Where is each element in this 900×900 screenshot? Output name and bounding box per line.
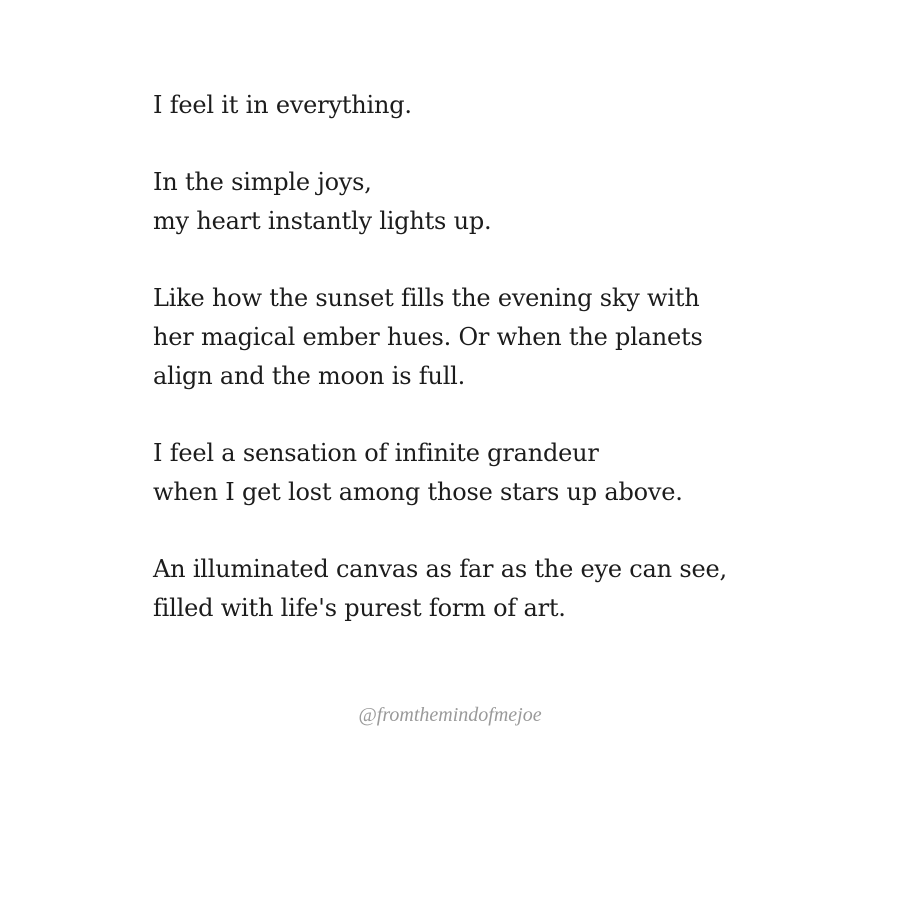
poem-body: [153, 86, 853, 666]
poem-line: I feel it in everything.: [153, 91, 412, 119]
poem-line: filled with life's purest form of art.: [153, 594, 566, 622]
author-handle: @fromthemindofmejoe: [358, 704, 542, 726]
poem-line: my heart instantly lights up.: [153, 207, 492, 235]
poem-line: In the simple joys,: [153, 168, 372, 196]
poem-line: when I get lost among those stars up above.: [153, 478, 683, 506]
stanza-5: [153, 550, 853, 628]
stanza-3: [153, 279, 853, 396]
poem-line: align and the moon is full.: [153, 362, 466, 390]
poem-line: An illuminated canvas as far as the eye can see,: [153, 555, 727, 583]
stanza-4: [153, 434, 853, 512]
poem-line: Like how the sunset fills the evening sky with: [153, 284, 700, 312]
stanza-1: [153, 86, 853, 125]
poem-line: her magical ember hues. Or when the planets: [153, 323, 703, 351]
stanza-2: [153, 163, 853, 241]
poem-line: I feel a sensation of infinite grandeur: [153, 439, 599, 467]
